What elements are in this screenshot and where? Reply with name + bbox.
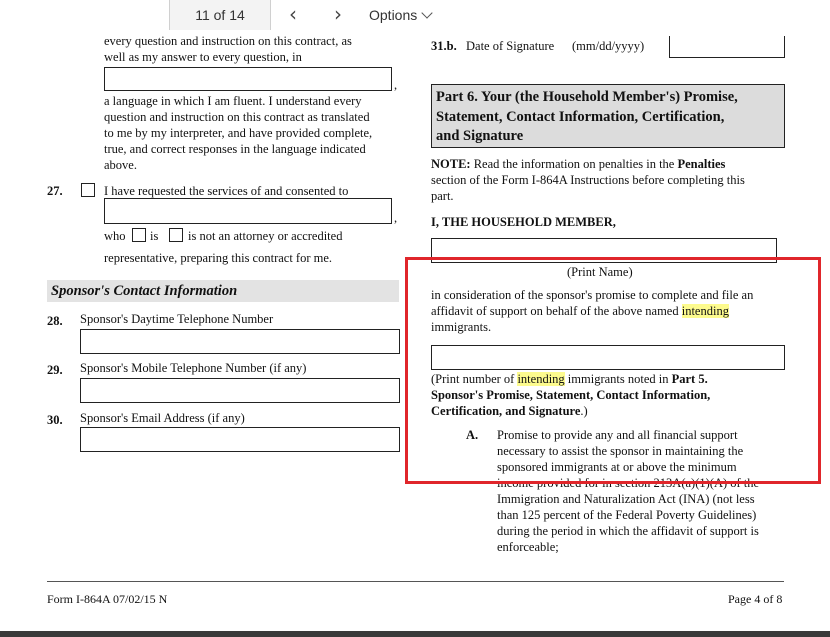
text-line: [431, 303, 729, 319]
item-a-line: during the period in which the affidavit of support is: [497, 524, 759, 538]
question-number: 27.: [47, 184, 63, 198]
item-a-line: enforceable;: [497, 540, 559, 554]
item-a-line: necessary to assist the sponsor in maintaining the: [497, 444, 744, 458]
text-line: a language in which I am fluent. I understand every: [104, 94, 362, 108]
print-name-field[interactable]: [431, 238, 777, 263]
part6-line: Statement, Contact Information, Certification,: [436, 108, 725, 125]
part6-heading: [431, 84, 785, 148]
note-bold: NOTE:: [431, 157, 471, 171]
is-not-label: is not an attorney or accredited: [188, 229, 343, 243]
item-a-line: sponsored immigrants at or above the minimum: [497, 460, 737, 474]
question-number: 31.b.: [431, 39, 457, 53]
question-number: 29.: [47, 363, 63, 377]
who-label: who: [104, 229, 126, 243]
interpreter-checkbox[interactable]: [81, 183, 95, 197]
daytime-phone-field[interactable]: [80, 329, 400, 354]
options-button[interactable]: [369, 0, 431, 30]
text-line: Sponsor's Promise, Statement, Contact Information,: [431, 388, 711, 402]
text-line: above.: [104, 158, 137, 172]
mobile-phone-field[interactable]: [80, 378, 400, 403]
part5-bold: Part 5.: [671, 372, 708, 386]
date-of-signature-field[interactable]: [669, 36, 785, 58]
is-checkbox[interactable]: [132, 228, 146, 242]
text-line: well as my answer to every question, in: [104, 50, 302, 64]
household-member-label: I, THE HOUSEHOLD MEMBER,: [431, 215, 616, 229]
preparer-name-field[interactable]: [104, 198, 392, 224]
text-line: in consideration of the sponsor's promise to complete and file an: [431, 288, 754, 302]
chevron-right-icon[interactable]: ›: [334, 2, 342, 26]
highlighted-word: intending: [681, 304, 729, 318]
part5-bold: Certification, and Signature: [431, 404, 581, 418]
q27-label: I have requested the services of and consented to: [104, 184, 349, 198]
question-number: 28.: [47, 314, 63, 328]
footer-form-id: Form I-864A 07/02/15 N: [47, 592, 168, 606]
item-a-line: Immigration and Naturalization Act (INA) (not less: [497, 492, 755, 506]
penalties-bold: Penalties: [677, 157, 726, 171]
q28-label: Sponsor's Daytime Telephone Number: [80, 312, 274, 326]
text-line: [431, 371, 708, 387]
item-a-line: Promise to provide any and all financial support: [497, 428, 738, 442]
chevron-down-icon: [422, 7, 433, 18]
note-line: part.: [431, 189, 454, 203]
number-of-immigrants-field[interactable]: [431, 345, 785, 370]
q31b-label: Date of Signature: [466, 39, 555, 53]
email-field[interactable]: [80, 427, 400, 452]
question-number: 30.: [47, 413, 63, 427]
q30-label: Sponsor's Email Address (if any): [80, 411, 245, 425]
q29-label: Sponsor's Mobile Telephone Number (if any): [80, 361, 307, 375]
footer-page-number: Page 4 of 8: [728, 592, 783, 606]
is-label: is: [150, 229, 159, 243]
text-line: true, and correct responses in the language indicated: [104, 142, 366, 156]
comma: ,: [394, 78, 398, 92]
footer-divider: [47, 581, 784, 582]
text-line: to me by my interpreter, and have provided complete,: [104, 126, 373, 140]
viewer-bottom-edge: [0, 631, 830, 637]
is-not-checkbox[interactable]: [169, 228, 183, 242]
part6-line: Part 6. Your (the Household Member's) Promise,: [436, 89, 738, 105]
text-part: .): [580, 404, 588, 418]
text-line: immigrants.: [431, 320, 492, 334]
item-a-line: than 125 percent of the Federal Poverty Guidelines): [497, 508, 757, 522]
language-field[interactable]: [104, 67, 392, 91]
section-heading: Sponsor's Contact Information: [47, 280, 399, 302]
comma: ,: [394, 211, 398, 225]
text-line: question and instruction on this contract as translated: [104, 110, 370, 124]
text-part: immigrants noted in: [564, 372, 672, 386]
note-line: section of the Form I-864A Instructions before completing this: [431, 173, 745, 187]
note-text: Read the information on penalties in the: [470, 157, 678, 171]
chevron-left-icon[interactable]: ‹: [289, 2, 297, 26]
viewer-toolbar: [0, 0, 830, 30]
item-a-label: A.: [466, 428, 479, 442]
note-line: [431, 156, 725, 172]
print-name-caption: (Print Name): [567, 265, 633, 279]
page-indicator[interactable]: 11 of 14: [169, 0, 271, 30]
text-line: representative, preparing this contract for me.: [104, 251, 333, 265]
text-line: every question and instruction on this contract, as: [104, 34, 352, 48]
highlighted-word: intending: [517, 372, 565, 386]
part6-line: and Signature: [436, 128, 524, 144]
options-label: Options: [369, 7, 418, 23]
text-part: (Print number of: [431, 372, 518, 386]
text-line: [431, 403, 588, 419]
item-a-line: income provided for in section 213A(a)(1)(A) of the: [497, 476, 760, 490]
q31b-format: (mm/dd/yyyy): [572, 39, 645, 53]
text-part: affidavit of support on behalf of the above named: [431, 304, 682, 318]
